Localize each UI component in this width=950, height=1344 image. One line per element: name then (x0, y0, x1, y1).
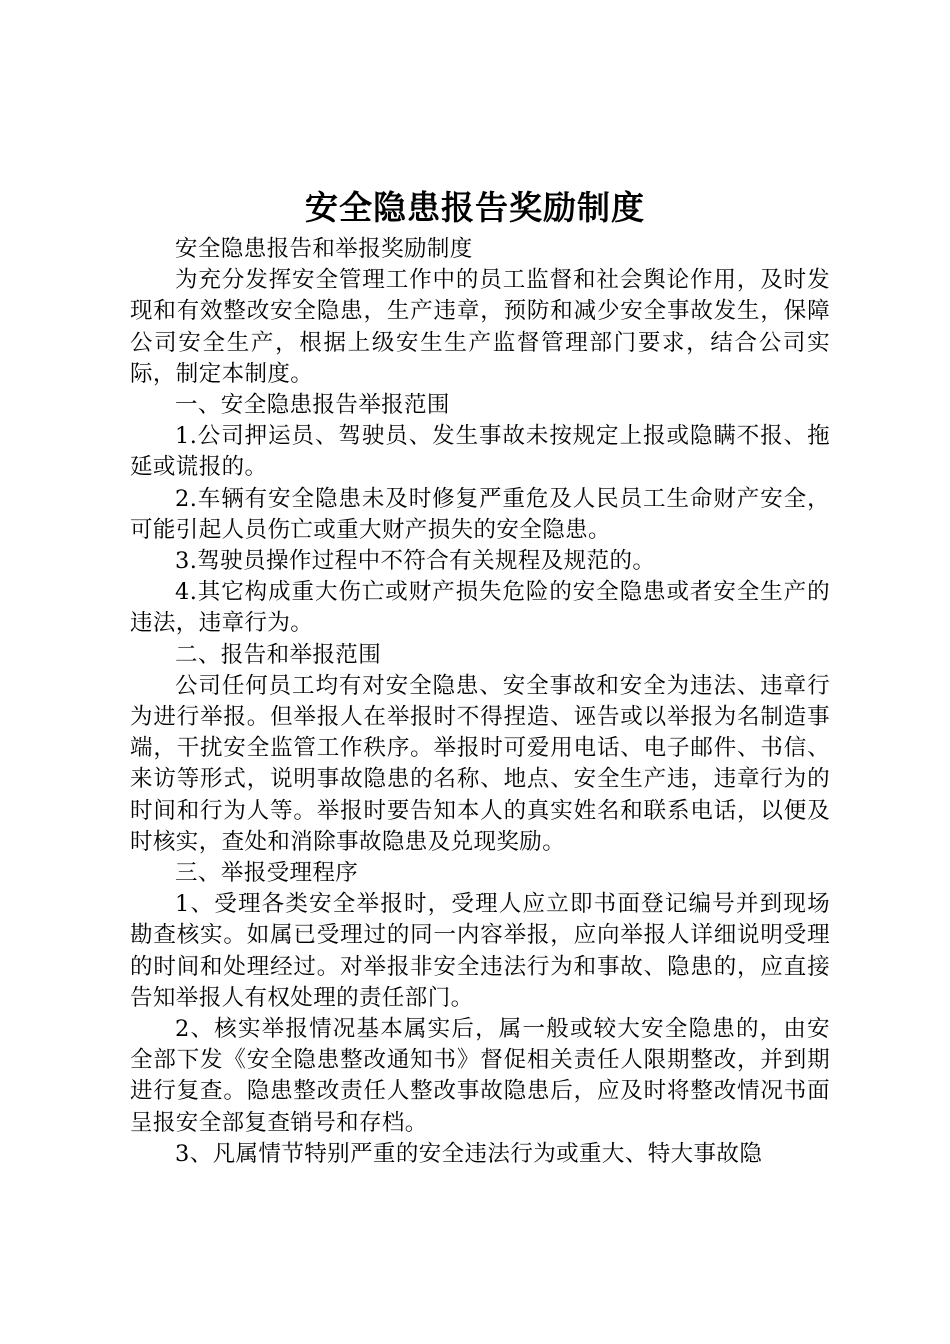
section-heading-2: 二、报告和举报范围 (175, 641, 382, 668)
paragraph-item: 2、核实举报情况基本属实后，属一般或较大安全隐患的，由安全部下发《安全隐患整改通知书》督促相关责任人限期整改，并到期进行复查。隐患整改责任人整改事故隐患后，应及时将整改情况书面呈报安全部复查销号和存档。 (130, 1016, 830, 1136)
paragraph-item: 3.驾驶员操作过程中不符合有关规程及规范的。 (175, 548, 656, 575)
document-body (130, 234, 830, 1170)
paragraph-item: 1.公司押运员、驾驶员、发生事故未按规定上报或隐瞒不报、拖延或谎报的。 (130, 423, 830, 481)
paragraph-item: 4.其它构成重大伤亡或财产损失危险的安全隐患或者安全生产的违法，违章行为。 (130, 579, 830, 637)
paragraph-item: 2.车辆有安全隐患未及时修复严重危及人民员工生命财产安全，可能引起人员伤亡或重大财产损失的安全隐患。 (130, 485, 830, 543)
paragraph-body: 公司任何员工均有对安全隐患、安全事故和安全为违法、违章行为进行举报。但举报人在举报时不得捏造、诬告或以举报为名制造事端，干扰安全监管工作秩序。举报时可爱用电话、电子邮件、书信、来访等形式，说明事故隐患的名称、地点、安全生产违，违章行为的时间和行为人等。举报时要告知本人的真实姓名和联系电话，以便及时核实，查处和消除事故隐患及兑现奖励。 (130, 672, 830, 855)
section-heading-3: 三、举报受理程序 (175, 860, 359, 887)
paragraph-intro: 为充分发挥安全管理工作中的员工监督和社会舆论作用，及时发现和有效整改安全隐患，生产违章，预防和减少安全事故发生，保障公司安全生产，根据上级安生生产监督管理部门要求，结合公司实际，制定本制度。 (130, 267, 830, 387)
document-title: 安全隐患报告奖励制度 (305, 188, 645, 227)
paragraph-item: 1、受理各类安全举报时，受理人应立即书面登记编号并到现场勘查核实。如属已受理过的同一内容举报，应向举报人详细说明受理的时间和处理经过。对举报非安全违法行为和事故、隐患的，应直接告知举报人有权处理的责任部门。 (130, 891, 830, 1011)
paragraph-subtitle: 安全隐患报告和举报奖励制度 (175, 236, 473, 262)
section-heading-1: 一、安全隐患报告举报范围 (175, 392, 450, 419)
paragraph-item: 3、凡属情节特别严重的安全违法行为或重大、特大事故隐 (175, 1140, 763, 1167)
